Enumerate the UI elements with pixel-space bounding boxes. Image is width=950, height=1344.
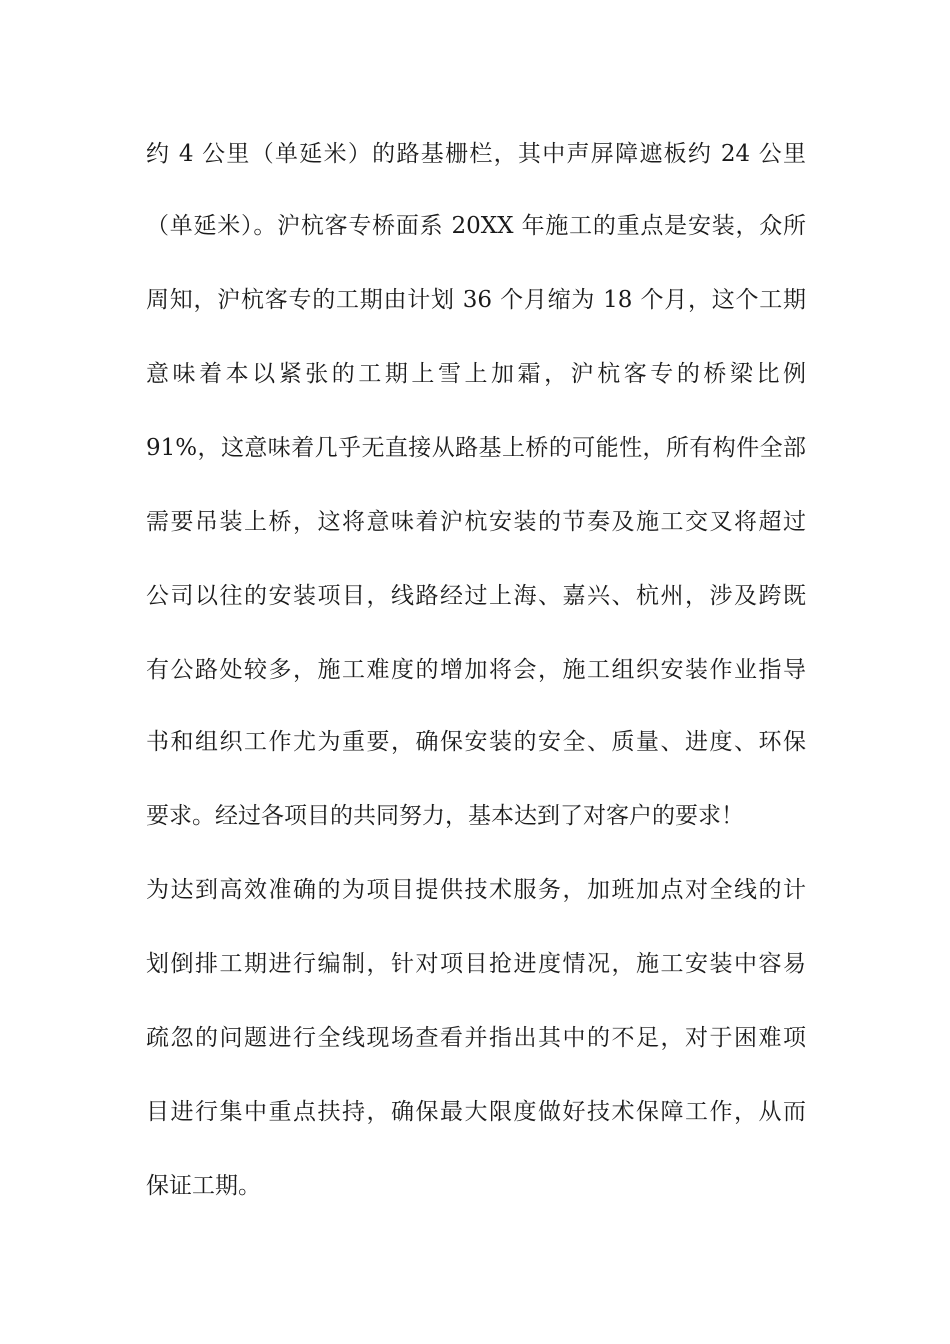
text-line: 为达到高效准确的为项目提供技术服务，加班加点对全线的计 (146, 877, 806, 903)
text-line: 91%，这意味着几乎无直接从路基上桥的可能性，所有构件全部 (146, 435, 806, 461)
text-line: 有公路处较多，施工难度的增加将会，施工组织安装作业指导 (146, 657, 806, 683)
text-line: 公司以往的安装项目，线路经过上海、嘉兴、杭州，涉及跨既 (146, 583, 806, 609)
text-line: 约 4 公里（单延米）的路基栅栏，其中声屏障遮板约 24 公里 (146, 141, 806, 167)
text-line: 保证工期。 (146, 1173, 261, 1199)
text-line: 需要吊装上桥，这将意味着沪杭安装的节奏及施工交叉将超过 (146, 509, 806, 535)
text-line: 意味着本以紧张的工期上雪上加霜，沪杭客专的桥梁比例 (146, 361, 806, 387)
text-line: 划倒排工期进行编制，针对项目抢进度情况，施工安装中容易 (146, 951, 806, 977)
text-line: （单延米）。沪杭客专桥面系 20XX 年施工的重点是安装，众所 (146, 213, 806, 239)
text-line: 要求。经过各项目的共同努力，基本达到了对客户的要求！ (146, 803, 744, 829)
text-line: 书和组织工作尤为重要，确保安装的安全、质量、进度、环保 (146, 729, 806, 755)
text-line: 疏忽的问题进行全线现场查看并指出其中的不足，对于困难项 (146, 1025, 806, 1051)
text-line: 周知，沪杭客专的工期由计划 36 个月缩为 18 个月，这个工期 (146, 287, 806, 313)
text-line: 目进行集中重点扶持，确保最大限度做好技术保障工作，从而 (146, 1099, 806, 1125)
